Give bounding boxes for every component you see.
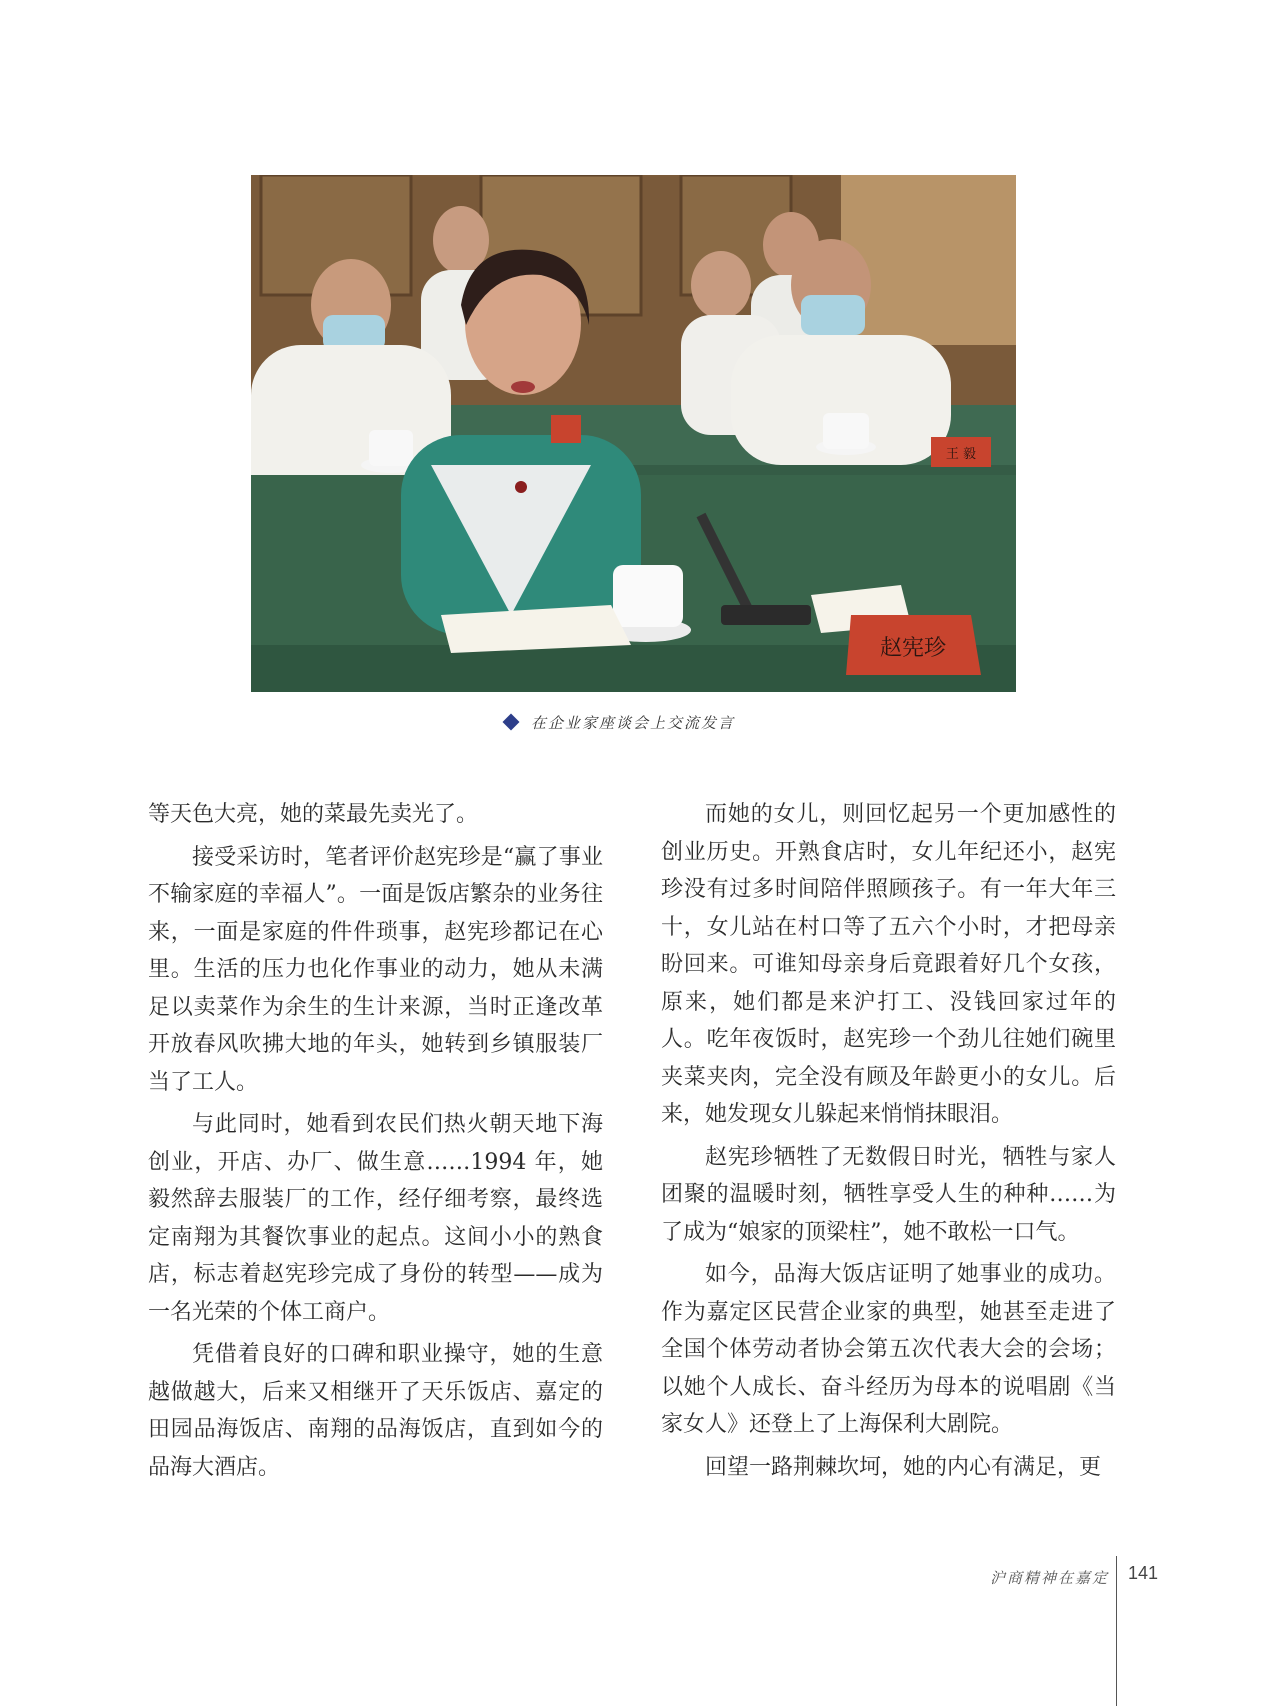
paragraph: 等天色大亮，她的菜最先卖光了。 xyxy=(148,802,479,827)
paragraph: 回望一路荆棘坎坷，她的内心有满足，更 xyxy=(705,1454,1102,1480)
paragraph: 与此同时，她看到农民们热火朝天地下海创业，开店、办厂、做生意……1994 年，她毅然辞去服装厂的工作，经仔细考察，最终选定南翔为其餐饮事业的起点。这间小小的熟食店，标志着赵宪珍完成了身份的转型——成为一名光荣的个体工商户。 xyxy=(148,1112,603,1325)
paragraph: 如今，品海大饭店证明了她事业的成功。作为嘉定区民营企业家的典型，她甚至走进了全国个体劳动者协会第五次代表大会的会场；以她个人成长、奋斗经历为母本的说唱剧《当家女人》还登上了上海保利大剧院。 xyxy=(661,1262,1116,1437)
small-nameplate-text: 王 毅 xyxy=(945,447,977,462)
meeting-photo xyxy=(251,175,1016,692)
meeting-photo-illustration xyxy=(251,175,1016,692)
page-number: 141 xyxy=(1128,1563,1159,1583)
paragraph: 凭借着良好的口碑和职业操守，她的生意越做越大，后来又相继开了天乐饭店、嘉定的田园品海饭店、南翔的品海饭店，直到如今的品海大酒店。 xyxy=(148,1342,603,1480)
photo-caption xyxy=(505,710,735,734)
paragraph: 赵宪珍牺牲了无数假日时光，牺牲与家人团聚的温暖时刻，牺牲享受人生的种种……为了成为“娘家的顶梁柱”，她不敢松一口气。 xyxy=(661,1144,1116,1245)
footer-divider xyxy=(1116,1556,1117,1706)
running-footer-title: 沪商精神在嘉定 xyxy=(990,1569,1110,1587)
paragraph: 而她的女儿，则回忆起另一个更加感性的创业历史。开熟食店时，女儿年纪还小，赵宪珍没有过多时间陪伴照顾孩子。有一年大年三十，女儿站在村口等了五六个小时，才把母亲盼回来。可谁知母亲身后竟跟着好几个女孩，原来，她们都是来沪打工、没钱回家过年的人。吃年夜饭时，赵宪珍一个劲儿往她们碗里夹菜夹肉，完全没有顾及年龄更小的女儿。后来，她发现女儿躲起来悄悄抹眼泪。 xyxy=(661,802,1116,1127)
paragraph: 接受采访时，笔者评价赵宪珍是“赢了事业不输家庭的幸福人”。一面是饭店繁杂的业务往来，一面是家庭的件件琐事，赵宪珍都记在心里。生活的压力也化作事业的动力，她从未满足以卖菜作为余生的生计来源，当时正逢改革开放春风吹拂大地的年头，她转到乡镇服装厂当了工人。 xyxy=(148,844,603,1095)
right-text-column xyxy=(661,796,1116,1491)
diamond-bullet-icon xyxy=(503,714,520,731)
photo-caption-text: 在企业家座谈会上交流发言 xyxy=(531,713,736,732)
nameplate-text: 赵宪珍 xyxy=(879,636,947,661)
left-text-column xyxy=(148,796,603,1491)
